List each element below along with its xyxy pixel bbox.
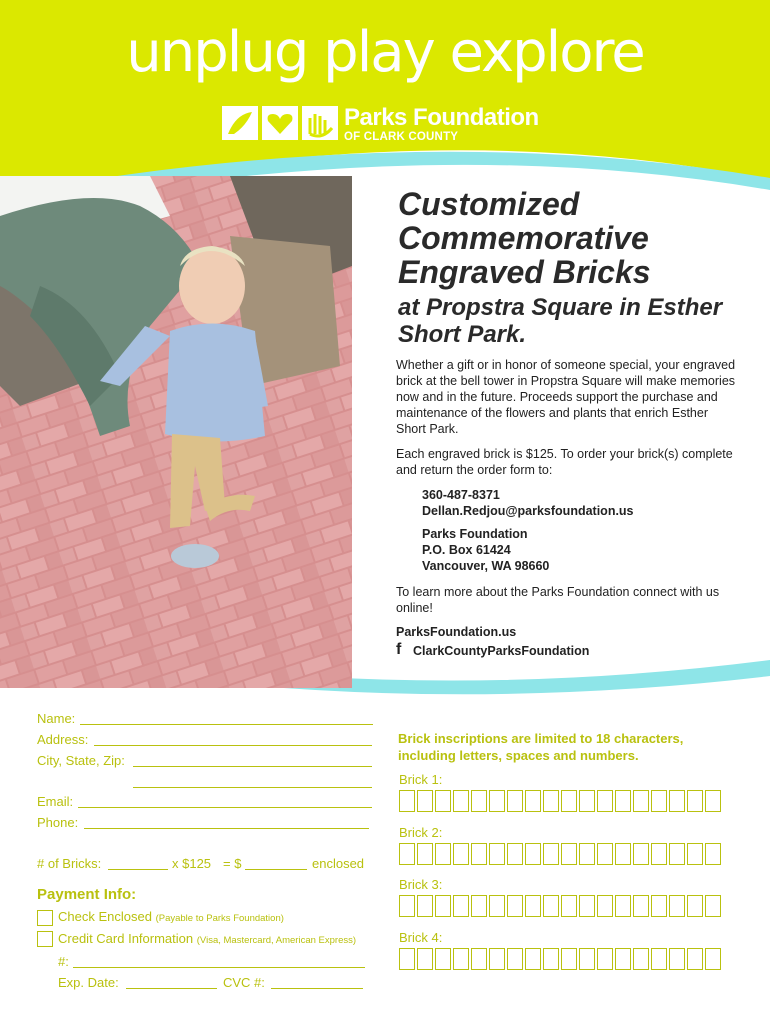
card-number-label: #: bbox=[58, 954, 69, 969]
contact-email[interactable]: Dellan.Redjou@parksfoundation.us bbox=[422, 504, 634, 518]
check-enclosed-note: (Payable to Parks Foundation) bbox=[155, 913, 284, 924]
credit-card-note: (Visa, Mastercard, American Express) bbox=[196, 935, 357, 946]
brick-4-label: Brick 4: bbox=[399, 930, 443, 945]
brick-char-cell[interactable] bbox=[489, 843, 505, 865]
name-label: Name: bbox=[37, 711, 76, 726]
cvc-field[interactable] bbox=[271, 988, 363, 989]
brick-char-cell[interactable] bbox=[579, 843, 595, 865]
brick-char-cell[interactable] bbox=[705, 843, 721, 865]
brick-char-cell[interactable] bbox=[633, 790, 649, 812]
brick-char-cell[interactable] bbox=[525, 895, 541, 917]
bricks-enclosed-label: enclosed bbox=[312, 856, 365, 871]
brick-char-cell[interactable] bbox=[453, 895, 469, 917]
brick-char-cell[interactable] bbox=[651, 843, 667, 865]
card-number-field[interactable] bbox=[73, 967, 365, 968]
credit-card-label bbox=[58, 931, 356, 946]
email-field[interactable] bbox=[78, 807, 372, 808]
facebook-icon: f bbox=[396, 641, 402, 658]
brick-char-cell[interactable] bbox=[597, 948, 613, 970]
brick-char-cell[interactable] bbox=[669, 948, 685, 970]
brick-char-cell[interactable] bbox=[579, 790, 595, 812]
boy-walking-photo bbox=[0, 176, 352, 688]
exp-date-field[interactable] bbox=[126, 988, 217, 989]
payment-heading: Payment Info: bbox=[37, 886, 137, 903]
city-label: City, State, Zip: bbox=[37, 753, 125, 768]
brick-char-cell[interactable] bbox=[687, 895, 703, 917]
brick-char-cell[interactable] bbox=[597, 843, 613, 865]
brick-4-inscription[interactable] bbox=[399, 948, 721, 970]
brick-char-cell[interactable] bbox=[561, 895, 577, 917]
brick-char-cell[interactable] bbox=[399, 948, 415, 970]
city-field-2[interactable] bbox=[133, 787, 372, 788]
brick-char-cell[interactable] bbox=[507, 948, 523, 970]
intro-paragraph: Whether a gift or in honor of someone special, your engraved brick at the bell tower in Propstra Square will make memories now and in the future. Proceeds support the purchase and maintenance of the flowers and plants that enrich Esther Short Park. bbox=[396, 358, 736, 436]
parks-logo-icon bbox=[222, 104, 338, 144]
brick-char-cell[interactable] bbox=[669, 790, 685, 812]
brick-char-cell[interactable] bbox=[687, 790, 703, 812]
phone-field[interactable] bbox=[84, 828, 369, 829]
brick-char-cell[interactable] bbox=[543, 843, 559, 865]
brick-char-cell[interactable] bbox=[669, 843, 685, 865]
name-field[interactable] bbox=[80, 724, 373, 725]
brick-char-cell[interactable] bbox=[435, 895, 451, 917]
brick-3-inscription[interactable] bbox=[399, 895, 721, 917]
cvc-label: CVC #: bbox=[223, 975, 265, 990]
brick-char-cell[interactable] bbox=[435, 790, 451, 812]
brick-char-cell[interactable] bbox=[435, 948, 451, 970]
online-paragraph: To learn more about the Parks Foundation connect with us online! bbox=[396, 585, 720, 615]
brick-char-cell[interactable] bbox=[705, 895, 721, 917]
check-enclosed-checkbox[interactable] bbox=[37, 910, 53, 926]
bricks-equals-label: = $ bbox=[223, 856, 242, 871]
credit-card-checkbox[interactable] bbox=[37, 931, 53, 947]
brick-char-cell[interactable] bbox=[417, 895, 433, 917]
brick-char-cell[interactable] bbox=[507, 790, 523, 812]
brick-char-cell[interactable] bbox=[435, 843, 451, 865]
brick-2-inscription[interactable] bbox=[399, 843, 721, 865]
credit-card-text: Credit Card Information bbox=[58, 931, 194, 946]
city-field[interactable] bbox=[133, 766, 372, 767]
website-link[interactable]: ParksFoundation.us bbox=[396, 625, 517, 639]
brick-char-cell[interactable] bbox=[651, 895, 667, 917]
org-subtitle: OF CLARK COUNTY bbox=[344, 131, 459, 143]
brick-char-cell[interactable] bbox=[633, 895, 649, 917]
check-enclosed-text: Check Enclosed bbox=[58, 909, 152, 924]
brick-1-label: Brick 1: bbox=[399, 772, 443, 787]
brick-char-cell[interactable] bbox=[453, 843, 469, 865]
page-subtitle: at Propstra Square in Esther Short Park. bbox=[398, 294, 723, 348]
brick-char-cell[interactable] bbox=[417, 948, 433, 970]
brick-char-cell[interactable] bbox=[615, 790, 631, 812]
brick-char-cell[interactable] bbox=[489, 790, 505, 812]
exp-date-label: Exp. Date: bbox=[58, 975, 119, 990]
brick-char-cell[interactable] bbox=[651, 790, 667, 812]
brick-2-label: Brick 2: bbox=[399, 825, 443, 840]
brick-char-cell[interactable] bbox=[561, 790, 577, 812]
brick-char-cell[interactable] bbox=[471, 790, 487, 812]
brick-char-cell[interactable] bbox=[579, 895, 595, 917]
brick-char-cell[interactable] bbox=[507, 895, 523, 917]
brick-char-cell[interactable] bbox=[543, 790, 559, 812]
brick-char-cell[interactable] bbox=[561, 948, 577, 970]
tagline: unplug play explore bbox=[126, 20, 644, 85]
bricks-count-label: # of Bricks: bbox=[37, 856, 102, 871]
brick-3-label: Brick 3: bbox=[399, 877, 443, 892]
address-label: Address: bbox=[37, 732, 89, 747]
brick-char-cell[interactable] bbox=[525, 843, 541, 865]
brick-char-cell[interactable] bbox=[615, 895, 631, 917]
bricks-price-label: x $125 bbox=[172, 856, 212, 871]
brick-char-cell[interactable] bbox=[399, 895, 415, 917]
brick-1-inscription[interactable] bbox=[399, 790, 721, 812]
brick-char-cell[interactable] bbox=[543, 948, 559, 970]
address-field[interactable] bbox=[94, 745, 372, 746]
brick-char-cell[interactable] bbox=[399, 790, 415, 812]
brick-char-cell[interactable] bbox=[705, 948, 721, 970]
brick-char-cell[interactable] bbox=[633, 843, 649, 865]
brick-char-cell[interactable] bbox=[453, 790, 469, 812]
contact-phone: 360-487-8371 bbox=[422, 488, 500, 502]
brick-char-cell[interactable] bbox=[489, 895, 505, 917]
brick-char-cell[interactable] bbox=[615, 843, 631, 865]
brick-char-cell[interactable] bbox=[633, 948, 649, 970]
brick-char-cell[interactable] bbox=[543, 895, 559, 917]
brick-char-cell[interactable] bbox=[687, 948, 703, 970]
brick-char-cell[interactable] bbox=[687, 843, 703, 865]
brick-char-cell[interactable] bbox=[615, 948, 631, 970]
brick-char-cell[interactable] bbox=[489, 948, 505, 970]
brick-char-cell[interactable] bbox=[453, 948, 469, 970]
brick-char-cell[interactable] bbox=[579, 948, 595, 970]
order-paragraph: Each engraved brick is $125. To order your brick(s) complete and return the order form to: bbox=[396, 447, 733, 477]
brick-char-cell[interactable] bbox=[705, 790, 721, 812]
brick-char-cell[interactable] bbox=[651, 948, 667, 970]
brick-char-cell[interactable] bbox=[471, 843, 487, 865]
mail-city: Vancouver, WA 98660 bbox=[422, 559, 550, 573]
facebook-link[interactable]: ClarkCountyParksFoundation bbox=[413, 644, 590, 658]
brick-char-cell[interactable] bbox=[525, 948, 541, 970]
mail-org: Parks Foundation bbox=[422, 527, 528, 541]
brick-char-cell[interactable] bbox=[471, 895, 487, 917]
bricks-total-field[interactable] bbox=[245, 869, 307, 870]
inscription-note: Brick inscriptions are limited to 18 characters, including letters, spaces and numbers. bbox=[398, 731, 684, 763]
brick-char-cell[interactable] bbox=[597, 790, 613, 812]
brick-char-cell[interactable] bbox=[471, 948, 487, 970]
brick-char-cell[interactable] bbox=[507, 843, 523, 865]
brick-char-cell[interactable] bbox=[417, 790, 433, 812]
brick-char-cell[interactable] bbox=[417, 843, 433, 865]
check-enclosed-label bbox=[58, 909, 284, 924]
mail-po-box: P.O. Box 61424 bbox=[422, 543, 511, 557]
bricks-count-field[interactable] bbox=[108, 869, 168, 870]
phone-label: Phone: bbox=[37, 815, 79, 830]
brick-char-cell[interactable] bbox=[399, 843, 415, 865]
org-name: Parks Foundation bbox=[344, 104, 539, 131]
brick-char-cell[interactable] bbox=[597, 895, 613, 917]
email-label: Email: bbox=[37, 794, 74, 809]
brick-char-cell[interactable] bbox=[561, 843, 577, 865]
brick-char-cell[interactable] bbox=[525, 790, 541, 812]
page-title: Customized Commemorative Engraved Bricks bbox=[398, 186, 651, 290]
brick-char-cell[interactable] bbox=[669, 895, 685, 917]
